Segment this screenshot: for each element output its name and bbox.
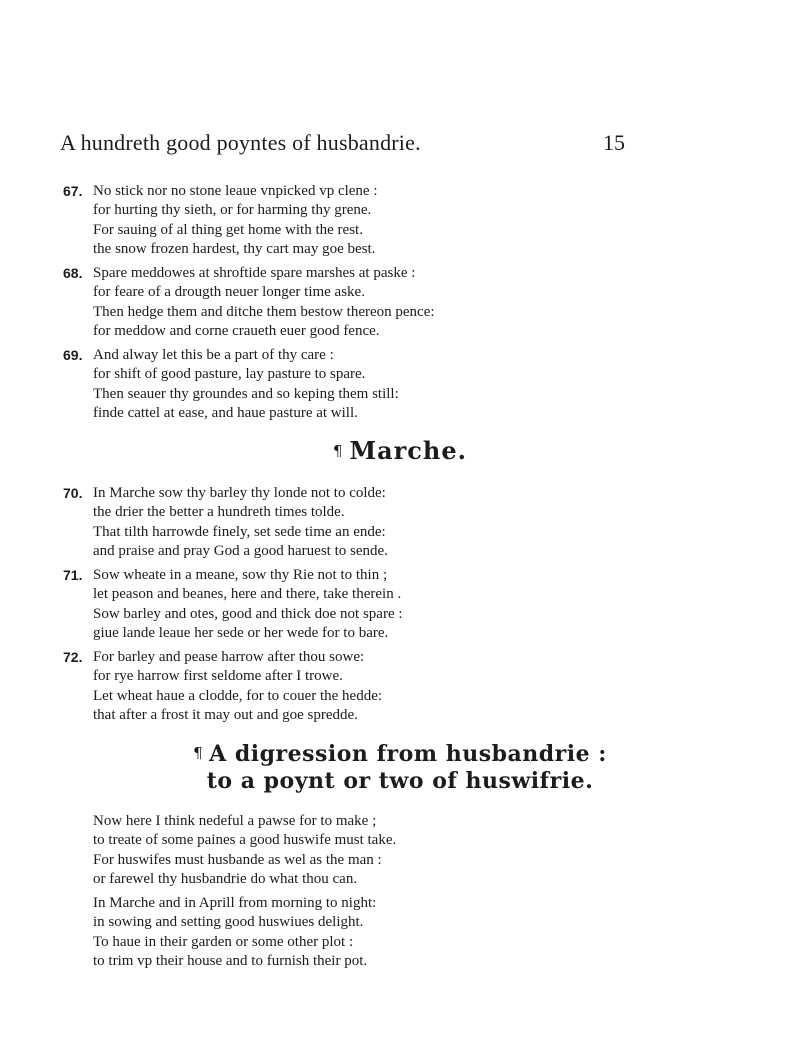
verse-line: for hurting thy sieth, or for harming thy grene.: [93, 202, 372, 219]
verse-line: For sauing of al thing get home with the rest.: [93, 221, 363, 238]
verse-line: to trim vp their house and to furnish their pot.: [93, 952, 368, 969]
pilcrow-icon: ¶: [193, 744, 204, 762]
verse-line: In Marche and in Aprill from morning to night:: [93, 895, 377, 911]
verse-line: to treate of some paines a good huswife must take.: [93, 832, 397, 849]
verse-line: for feare of a drougth neuer longer time aske.: [93, 284, 365, 301]
page-number: 15: [603, 130, 625, 155]
verse-line: giue lande leaue her sede or her wede for to bare.: [93, 624, 389, 641]
verse-line: To haue in their garden or some other plot :: [93, 933, 354, 950]
verse-line: Then seauer thy groundes and so keping them still:: [93, 385, 399, 402]
verse-line: Spare meddowes at shroftide spare marshes at paske :: [93, 265, 416, 281]
verse-line: Then hedge them and ditche them bestow thereon pence:: [93, 303, 435, 320]
verse-line: Sow barley and otes, good and thick doe not spare :: [93, 605, 403, 622]
verse-line: Let wheat haue a clodde, for to couer the hedde:: [93, 687, 383, 704]
pilcrow-icon: ¶: [333, 442, 344, 460]
section-heading-digression: [0, 740, 800, 795]
verse-line: let peason and beanes, here and there, take therein .: [93, 586, 402, 603]
verse-line: for rye harrow first seldome after I trowe.: [93, 668, 343, 685]
verse-line: And alway let this be a part of thy care :: [93, 347, 334, 363]
verse-line: No stick nor no stone leaue vnpicked vp clene :: [93, 183, 378, 199]
verse-line: and praise and pray God a good haruest to sende.: [93, 542, 388, 559]
verse-line: for meddow and corne craueth euer good fence.: [93, 322, 380, 339]
section-heading-marche: [0, 436, 800, 465]
stanza-number: 67.: [63, 183, 83, 199]
verse-line: Sow wheate in a meane, sow thy Rie not to thin ;: [93, 567, 388, 583]
verse-line: or farewel thy husbandrie do what thou can.: [93, 870, 358, 887]
section-heading-text: Marche.: [349, 436, 467, 465]
verse-line: In Marche sow thy barley thy londe not to colde:: [93, 485, 386, 501]
verse-line: the snow frozen hardest, thy cart may goe best.: [93, 240, 376, 257]
digression-heading-line-2: to a poynt or two of huswifrie.: [206, 768, 594, 794]
verse-line: that after a frost it may out and goe spredde.: [93, 706, 358, 723]
running-head: [60, 128, 625, 158]
verse-line: the drier the better a hundreth times tolde.: [93, 504, 345, 521]
stanza-number: 72.: [63, 649, 83, 665]
stanza-number: 68.: [63, 265, 83, 281]
verse-line: for shift of good pasture, lay pasture to spare.: [93, 366, 366, 383]
stanza-number: 69.: [63, 347, 83, 363]
stanza-number: 70.: [63, 485, 83, 501]
verse-line: For barley and pease harrow after thou sowe:: [93, 649, 365, 665]
digression-heading-line-1: [0, 740, 800, 768]
digression-heading-text: A digression from husbandrie :: [209, 741, 607, 767]
verse-line: For huswifes must husbande as wel as the man :: [93, 851, 382, 868]
verse-line: Now here I think nedeful a pawse for to make ;: [93, 813, 377, 829]
verse-line: finde cattel at ease, and haue pasture at will.: [93, 404, 358, 421]
verse-line: in sowing and setting good huswiues delight.: [93, 914, 364, 931]
prose-paragraph-2: [93, 894, 653, 971]
verse-line: That tilth harrowde finely, set sede time an ende:: [93, 523, 386, 540]
prose-paragraph-1: [93, 812, 653, 889]
stanza-number: 71.: [63, 567, 83, 583]
page-title: A hundreth good poyntes of husbandrie.: [60, 130, 421, 155]
